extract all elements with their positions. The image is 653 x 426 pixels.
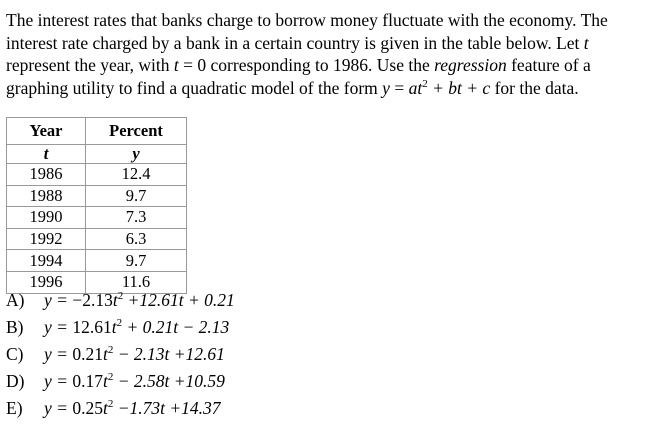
table-header-row xyxy=(7,118,187,145)
year-cell: 1994 xyxy=(7,250,86,272)
header-percent: Percent xyxy=(86,118,187,145)
percent-cell: 9.7 xyxy=(86,185,187,207)
percent-cell: 9.7 xyxy=(86,250,187,272)
table-row xyxy=(7,228,187,250)
year-cell: 1988 xyxy=(7,185,86,207)
var-t-eq: t xyxy=(173,55,179,75)
year-cell: 1990 xyxy=(7,207,86,229)
percent-cell: 7.3 xyxy=(86,207,187,229)
year-cell: 1992 xyxy=(7,228,86,250)
intro-text-4: feature of a graphing utility to find a quadratic model of the form xyxy=(6,55,591,98)
intro-text-1: The interest rates that banks charge to borrow money fluctuate with the economy. The interest rate charged by a bank in a certain country is given in the table below. Let xyxy=(6,10,608,53)
choice-equation: $y = 0.17t^2 - 2.58t +10.59$ xyxy=(44,371,225,391)
intro-text-3: = 0 corresponding to 1986. Use the xyxy=(178,55,435,75)
choice-equation: $y = 12.61t^2 + 0.21t - 2.13$ xyxy=(44,317,230,337)
year-cell: 1986 xyxy=(7,164,86,186)
percent-cell: 11.6 xyxy=(86,271,187,293)
table-subheader-row xyxy=(7,145,187,164)
intro-text-5: for the data. xyxy=(490,77,579,98)
choice-letter: B) xyxy=(6,317,24,337)
choice-equation: $y = -2.13t^2 +12.61t + 0.21$ xyxy=(44,290,235,310)
model-exponent: 2 xyxy=(422,77,428,90)
regression-word: regression xyxy=(434,55,507,75)
question-text xyxy=(6,9,646,99)
header-year: Year xyxy=(7,118,86,145)
percent-cell: 6.3 xyxy=(86,228,187,250)
table-row xyxy=(7,207,187,229)
choice-letter: E) xyxy=(6,398,23,418)
model-eq: = xyxy=(389,77,409,98)
year-cell: 1996 xyxy=(7,271,86,293)
choice-letter: A) xyxy=(6,290,25,310)
percent-cell: 12.4 xyxy=(86,164,187,186)
model-at: at xyxy=(408,77,423,98)
choice-equation: $y = 0.21t^2 - 2.13t +12.61$ xyxy=(44,344,225,364)
choice-letter: C) xyxy=(6,344,24,364)
var-t: t xyxy=(583,32,589,53)
model-rest: + bt + c xyxy=(427,77,491,98)
subheader-t: t xyxy=(7,145,86,164)
table-row xyxy=(7,250,187,272)
choice-letter: D) xyxy=(6,371,25,391)
subheader-y: y xyxy=(86,145,187,164)
model-y: y xyxy=(382,77,390,98)
table-row xyxy=(7,185,187,207)
data-table xyxy=(6,117,187,294)
intro-text-2: represent the year, with xyxy=(6,55,174,75)
choice-equation: $y = 0.25t^2 -1.73t +14.37$ xyxy=(44,398,221,418)
table-row xyxy=(7,164,187,186)
